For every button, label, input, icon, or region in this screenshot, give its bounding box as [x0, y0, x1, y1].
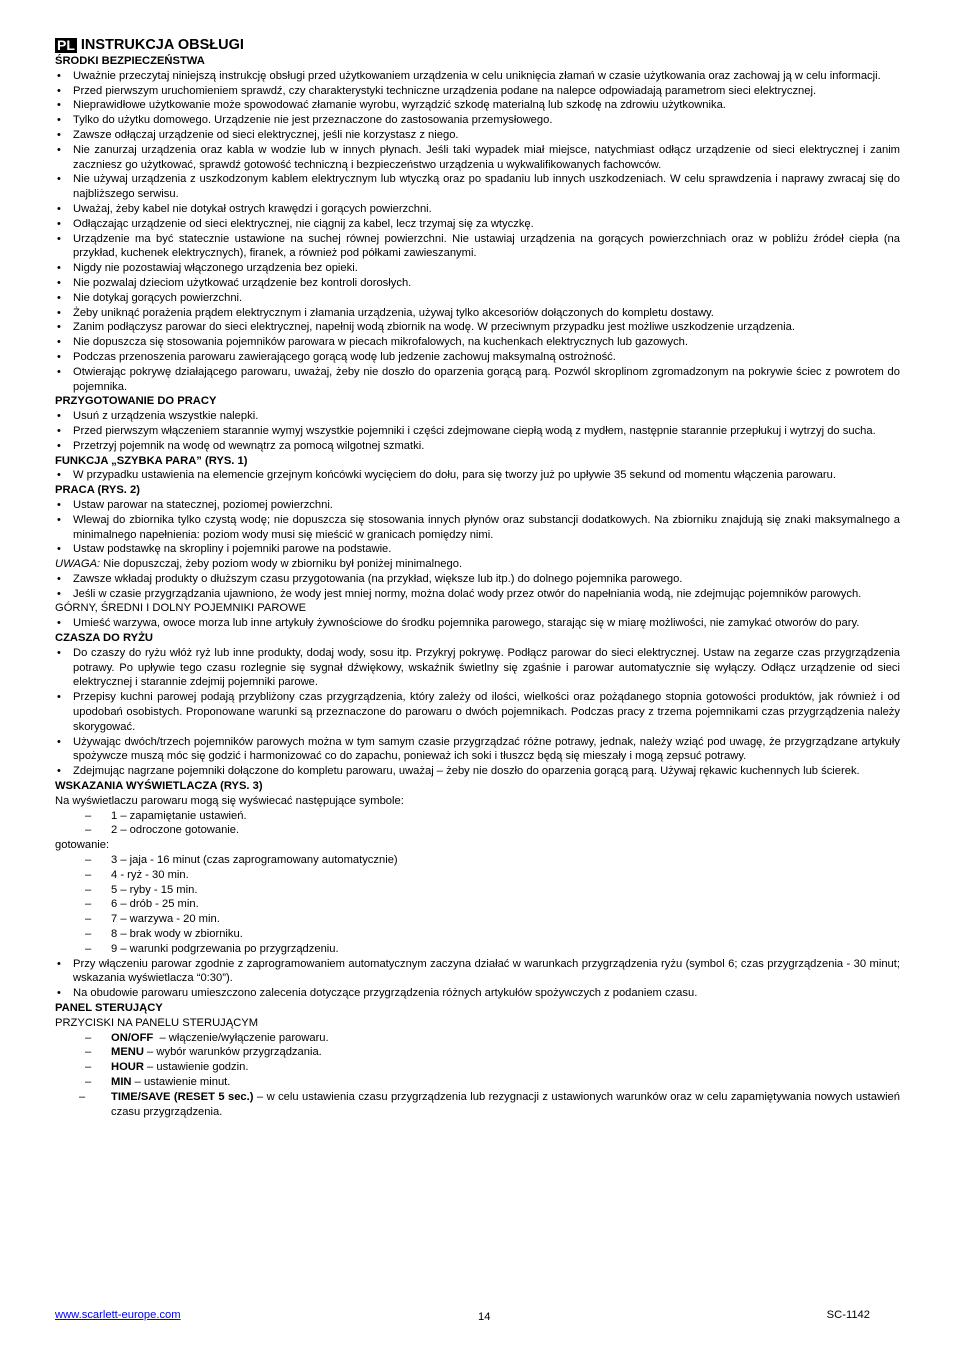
dash-marker: – [85, 1031, 92, 1044]
item-text: 8 – brak wody w zbiorniku. [111, 928, 243, 941]
display-symbol-item [55, 823, 900, 838]
panel-button-item [49, 1090, 904, 1120]
rice-item: • Do czaszy do ryżu włóż ryż lub inne produkty, dodaj wody, sosu itp. Przykryj pokrywę. Podłącz parowar do sieci elektrycznej. Ustaw na zegarze czas przygrządzenia potrawy. Po upływie tego czasu rozlegnie się sygnał dźwiękowy, wskaźnik świetlny się zgaśnie i parowar automatycznie się wyłączy. Odłącz urządzenie od sieci elektrycznej i starannie zdejmij pojemniki parowe. [55, 646, 900, 690]
work-item: • Ustaw parowar na statecznej, poziomej powierzchni. [55, 498, 900, 513]
page-number: 14 [478, 1311, 491, 1323]
work-item: • Zawsze wkładaj produkty o dłuższym czasu przygotowania (na przykład, większe lub itp.) do dolnego pojemnika parowego. [55, 572, 900, 587]
work-note [55, 557, 900, 572]
safety-item: • Otwierając pokrywę działającego parowaru, uważaj, żeby nie doszło do oparzenia gorącą parą. Pozwól skroplinom zgromadzonym na pokrywie ściec z powrotem do pojemnika. [55, 365, 900, 395]
quick-item: • W przypadku ustawienia na elemencie grzejnym końcówki wycięciem do dołu, para się tworzy już po upływie 35 sekund od momentu włączenia parowaru. [55, 468, 900, 483]
safety-item: • Nie używaj urządzenia z uszkodzonym kablem elektrycznym lub wtyczką oraz po spadaniu lub innych uszkodzeniach. W celu sprawdzenia i naprawy zwracaj się do najbliższego serwisu. [55, 172, 900, 202]
button-description: – wybór warunków przygrządzania. [143, 1046, 322, 1059]
display-item: • Na obudowie parowaru umieszczono zalecenia dotyczące przygrządzenia różnych artykułów spożywczych z podaniem czasu. [55, 986, 900, 1001]
safety-item: • Uważaj, żeby kabel nie dotykał ostrych krawędzi i gorących powierzchni. [55, 202, 900, 217]
dash-marker: – [85, 1061, 92, 1074]
dash-marker: – [79, 1090, 86, 1103]
display-intro: Na wyświetlaczu parowaru mogą się wyświecać następujące symbole: [55, 794, 404, 807]
rice-item: • Przepisy kuchni parowej podają przybliżony czas przygrządzenia, który zależy od ilości, wielkości oraz pożądanego stopnia gotowości produktów, jak również i od upodobań osobistych. Proponowane warunki są przeznaczone do parowaru o dwóch pojemnikach. Podczas pracy z trzema pojemnikami czas przygrządzenia należy skorygować. [55, 690, 900, 734]
item-text: 1 – zapamiętanie ustawień. [111, 809, 247, 822]
button-key-name: HOUR [111, 1061, 144, 1074]
button-description: – włączenie/wyłączenie parowaru. [153, 1031, 329, 1044]
dash-marker: – [85, 868, 92, 881]
cooking-symbol-item [55, 897, 900, 912]
dash-marker: – [85, 883, 92, 896]
cooking-symbols [55, 853, 900, 957]
document-body [55, 36, 904, 1119]
button-key-name: MENU [111, 1046, 144, 1059]
cooking-symbol-item [55, 927, 900, 942]
language-badge: PL [57, 36, 75, 53]
cooking-label: gotowanie: [55, 839, 110, 852]
cooking-symbol-item [55, 883, 900, 898]
work-item: • Wlewaj do zbiornika tylko czystą wodę; nie dopuszcza się stosowania innych płynów oraz substancji dodatkowych. Na zbiorniku znajdują się znaki maksymalnego a minimalnego napełnienia: poziom wody musi się mieścić w granicach pomiędzy nimi. [55, 513, 900, 543]
safety-item: • Przed pierwszym uruchomieniem sprawdź, czy charakterystyki techniczne urządzenia podane na nalepce odpowiadają parametrom sieci elektrycznej. [55, 84, 900, 99]
safety-item: • Nie dopuszcza się stosowania pojemników parowara w piecach mikrofalowych, na kuchenkach elektrycznych lub gazowych. [55, 335, 900, 350]
rice-item: • Zdejmując nagrzane pojemniki dołączone do kompletu parowaru, uważaj – żeby nie doszło do oparzenia gorącą parą. Używaj rękawic kuchennych lub ścierek. [55, 764, 900, 779]
work-list-2 [55, 572, 900, 602]
panel-button-item [55, 1075, 900, 1090]
item-text: 6 – drób - 25 min. [111, 898, 199, 911]
cooking-symbol-item [55, 942, 900, 957]
document-title [55, 37, 900, 53]
safety-item: • Urządzenie ma być statecznie ustawione na suchej równej powierzchni. Nie ustawiaj urządzenia na gorących powierzchniach oraz w pobliżu źródeł ciepła (na przykład, kuchenek elektrycznych), firanek, a również pod półkami zawieszanymi. [55, 232, 900, 262]
website-link[interactable]: www.scarlett-europe.com [55, 1309, 181, 1321]
display-symbols [55, 809, 900, 839]
dash-marker: – [85, 854, 92, 867]
safety-list [55, 69, 900, 395]
section-heading-work: PRACA (RYS. 2) [55, 484, 140, 497]
item-text: 9 – warunki podgrzewania po przygrządzeniu. [111, 942, 339, 955]
safety-item: • Żeby uniknąć porażenia prądem elektrycznym i złamania urządzenia, używaj tylko akcesoriów dołączonych do kompletu dostawy. [55, 306, 900, 321]
dash-marker: – [85, 913, 92, 926]
safety-item: • Uważnie przeczytaj niniejszą instrukcję obsługi przed użytkowaniem urządzenia w celu uniknięcia złamań w czasie użytkowania oraz zachowaj ją w celu informacji. [55, 69, 900, 84]
button-description: – w celu ustawienia czasu przygrządzenia lub rezygnacji z ustawionych warunków oraz w celu zapamiętywania nowych ustawień czasu przygrządzenia. [111, 1090, 904, 1118]
item-text: 5 – ryby - 15 min. [111, 883, 198, 896]
steam-containers-subheading: GÓRNY, ŚREDNI I DOLNY POJEMNIKI PAROWE [55, 602, 307, 615]
section-heading-panel: PANEL STERUJĄCY [55, 1002, 163, 1014]
dash-marker: – [85, 824, 92, 837]
item-text: 3 – jaja - 16 minut (czas zaprogramowany automatycznie) [111, 854, 398, 867]
dash-marker: – [85, 1046, 92, 1059]
safety-item: • Zawsze odłączaj urządzenie od sieci elektrycznej, jeśli nie korzystasz z niego. [55, 128, 900, 143]
safety-item: • Nigdy nie pozostawiaj włączonego urządzenia bez opieki. [55, 261, 900, 276]
panel-subheading: PRZYCISKI NA PANELU STERUJĄCYM [55, 1016, 259, 1029]
work-item: • Ustaw podstawkę na skropliny i pojemniki parowe na podstawie. [55, 542, 900, 557]
section-heading-quick-steam: FUNKCJA „SZYBKA PARA” (RYS. 1) [55, 454, 248, 467]
display-item: • Przy włączeniu parowar zgodnie z zaprogramowaniem automatycznym zaczyna działać w warunkach przygrządzenia ryżu (symbol 6; czas przygrządzenia - 30 minut; wskazania wyświetlacza “0:30”). [55, 957, 900, 987]
section-heading-rice: CZASZA DO RYŻU [55, 632, 153, 645]
item-text: 2 – odroczone gotowanie. [111, 824, 240, 837]
rice-item: • Używając dwóch/trzech pojemników parowych można w tym samym czasie przygrządzać różne potrawy, jednak, należy wziąć pod uwagę, że przygrządzane artykuły spożywcze muszą móc się godzić i harmonizować co do zapachu, ponieważ ich soki i tłuszcz będą się mieszały i mogą zepsuć potrawy. [55, 735, 900, 765]
panel-button-item [55, 1045, 900, 1060]
dash-marker: – [85, 809, 92, 822]
section-heading-display: WSKAZANIA WYŚWIETLACZA (RYS. 3) [55, 780, 263, 793]
work-item: • Jeśli w czasie przygrządzania ujawniono, że wody jest mniej normy, można dolać wody przez otwór do napełniania wodą, nie zdejmując pojemników parowych. [55, 587, 900, 602]
page-footer [55, 1309, 900, 1325]
dash-marker: – [85, 928, 92, 941]
item-text: 7 – warzywa - 20 min. [111, 913, 220, 926]
dash-marker: – [85, 898, 92, 911]
safety-item: • Nie zanurzaj urządzenia oraz kabla w wodzie lub w innych płynach. Jeśli taki wypadek miał miejsce, natychmiast odłącz urządzenie od sieci elektrycznej i zanim zaczniesz go użytkować, sprawdź gotowość techniczną i bezpieczeństwo urządzenia u wykwalifikowanych fachowców. [55, 143, 900, 173]
dash-marker: – [85, 942, 92, 955]
button-description: – ustawienie minut. [131, 1075, 231, 1088]
panel-button-item [55, 1060, 900, 1075]
display-list-2 [55, 957, 900, 1001]
rice-list [55, 646, 900, 779]
safety-item: • Nie pozwalaj dzieciom użytkować urządzenie bez kontroli dorosłych. [55, 276, 900, 291]
display-symbol-item [55, 809, 900, 824]
safety-item: • Nieprawidłowe użytkowanie może spowodować złamanie wyrobu, wyrządzić szkodę materialną lub szkodę na zdrowiu użytkownika. [55, 98, 900, 113]
cooking-symbol-item [55, 868, 900, 883]
work-list-3 [55, 616, 900, 631]
cooking-symbol-item [55, 912, 900, 927]
prep-item: • Usuń z urządzenia wszystkie nalepki. [55, 409, 900, 424]
model-code: SC-1142 [826, 1309, 870, 1321]
note-text: Nie dopuszczaj, żeby poziom wody w zbiorniku był poniżej minimalnego. [100, 558, 463, 571]
work-item: • Umieść warzywa, owoce morza lub inne artykuły żywnościowe do środku pojemnika parowego, starając się w miarę możliwości, nie zamykać otworów do pary. [55, 616, 900, 631]
section-heading-safety: ŚRODKI BEZPIECZEŃSTWA [55, 55, 205, 67]
safety-item: • Podczas przenoszenia parowaru zawierającego gorącą wodę lub jedzenie zachowuj maksymalną ostrożność. [55, 350, 900, 365]
safety-item: • Tylko do użytku domowego. Urządzenie nie jest przeznaczone do zastosowania przemysłowego. [55, 113, 900, 128]
safety-item: • Nie dotykaj gorących powierzchni. [55, 291, 900, 306]
panel-buttons-list [55, 1031, 904, 1120]
prep-item: • Przetrzyj pojemnik na wodę od wewnątrz za pomocą wilgotnej szmatki. [55, 439, 900, 454]
safety-item: • Zanim podłączysz parowar do sieci elektrycznej, napełnij wodą zbiornik na wodę. W przeciwnym przypadku jest możliwe uszkodzenie urządzenia. [55, 320, 900, 335]
quick-list [55, 468, 900, 483]
item-text: 4 - ryż - 30 min. [111, 868, 189, 881]
panel-button-item [55, 1031, 900, 1046]
button-key-name: MIN [111, 1075, 132, 1088]
prep-list [55, 409, 900, 453]
title-text: INSTRUKCJA OBSŁUGI [80, 37, 244, 53]
cooking-symbol-item [55, 853, 900, 868]
prep-item: • Przed pierwszym włączeniem starannie wymyj wszystkie pojemniki i części zdejmowane ciepłą wodą z mydłem, następnie starannie przepłukuj i wytrzyj do sucha. [55, 424, 900, 439]
button-key-name: ON/OFF [111, 1031, 154, 1044]
section-heading-prep: PRZYGOTOWANIE DO PRACY [55, 395, 217, 408]
dash-marker: – [85, 1075, 92, 1088]
safety-item: • Odłączając urządzenie od sieci elektrycznej, nie ciągnij za kabel, lecz trzymaj się za wtyczkę. [55, 217, 900, 232]
button-key-name: TIME/SAVE (RESET 5 sec.) [111, 1090, 254, 1103]
note-label: UWAGA: [55, 558, 101, 571]
button-description: – ustawienie godzin. [143, 1061, 249, 1074]
work-list [55, 498, 900, 557]
